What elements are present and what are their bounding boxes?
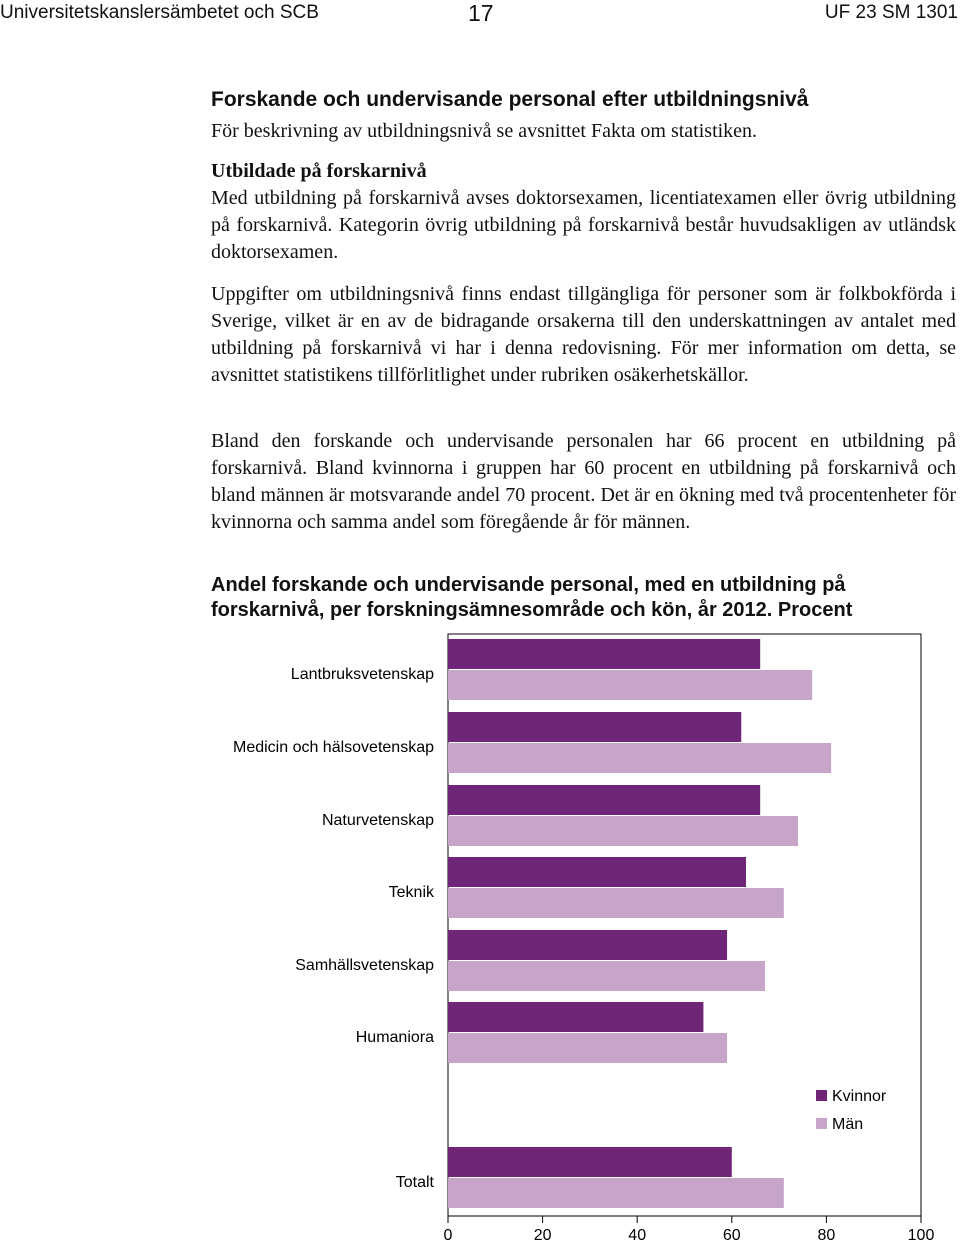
category-label: Medicin och hälsovetenskap [232, 739, 434, 756]
bar-kvinnor-2 [448, 712, 741, 742]
paragraph-1: Med utbildning på forskarnivå avses doktorsexamen, licentiatexamen eller övrig utbildning på forskarnivå. Kategorin övrig utbildning på forskarnivå består huvudsakligen av utländsk doktorsexamen. [211, 187, 956, 263]
bar-män-7 [448, 1178, 784, 1208]
bar-chart [0, 630, 960, 1241]
bar-kvinnor-4 [448, 857, 746, 887]
x-tick-label: 80 [817, 1227, 836, 1241]
x-tick-label: 60 [722, 1227, 741, 1241]
bar-kvinnor-7 [448, 1147, 732, 1177]
x-tick-label: 100 [907, 1227, 935, 1241]
bar-män-1 [448, 670, 812, 700]
x-tick-label: 0 [443, 1227, 453, 1241]
bar-kvinnor-3 [448, 785, 760, 815]
category-label: Lantbruksvetenskap [290, 666, 434, 683]
bar-män-5 [448, 961, 765, 991]
category-label: Naturvetenskap [321, 812, 434, 829]
bar-män-4 [448, 888, 784, 918]
category-label: Teknik [388, 884, 434, 901]
bar-kvinnor-6 [448, 1002, 703, 1032]
bar-män-6 [448, 1033, 727, 1063]
intro-paragraph: För beskrivning av utbildningsnivå se avsnittet Fakta om statistiken. [211, 120, 758, 142]
paragraph-2: Uppgifter om utbildningsnivå finns endast tillgängliga för personer som är folkbokförda i Sverige, vilket är en av de bidragande orsakerna till den underskattningen av antalet med utbildning på forskarnivå vi har i denna redovisning. För mer information om detta, se avsnittet statistikens tillförlitlighet under rubriken osäkerhetskällor. [211, 283, 956, 386]
category-label: Totalt [395, 1174, 434, 1191]
category-label: Samhällsvetenskap [295, 957, 434, 974]
header-left: Universitetskanslersämbetet och SCB [0, 2, 319, 23]
paragraph-3: Bland den forskande och undervisande personalen har 66 procent en utbildning på forskarnivå. Bland kvinnorna i gruppen har 60 procent en utbildning på forskarnivå och bland männen är motsvarande andel 70 procent. Det är en ökning med två procentenheter för kvinnorna och samma andel som föregående år för männen. [211, 430, 956, 533]
bar-män-3 [448, 816, 798, 846]
category-label: Humaniora [355, 1029, 434, 1046]
x-tick-label: 40 [628, 1227, 647, 1241]
figure-title: Andel forskande och undervisande personal, med en utbildning på forskarnivå, per forskningsämnesområde och kön, år 2012. Procent [211, 574, 853, 621]
legend-label-män: Män [832, 1116, 864, 1133]
legend-label-kvinnor: Kvinnor [832, 1088, 887, 1105]
subsection-title: Utbildade på forskarnivå [211, 160, 427, 182]
bar-män-2 [448, 743, 831, 773]
page-number: 17 [468, 0, 494, 26]
bar-kvinnor-1 [448, 639, 760, 669]
x-tick-label: 20 [533, 1227, 552, 1241]
bar-kvinnor-5 [448, 930, 727, 960]
legend-swatch-kvinnor [816, 1090, 827, 1101]
legend-swatch-män [816, 1118, 827, 1129]
header-right: UF 23 SM 1301 [824, 2, 958, 23]
section-title: Forskande och undervisande personal efter utbildningsnivå [211, 88, 809, 111]
